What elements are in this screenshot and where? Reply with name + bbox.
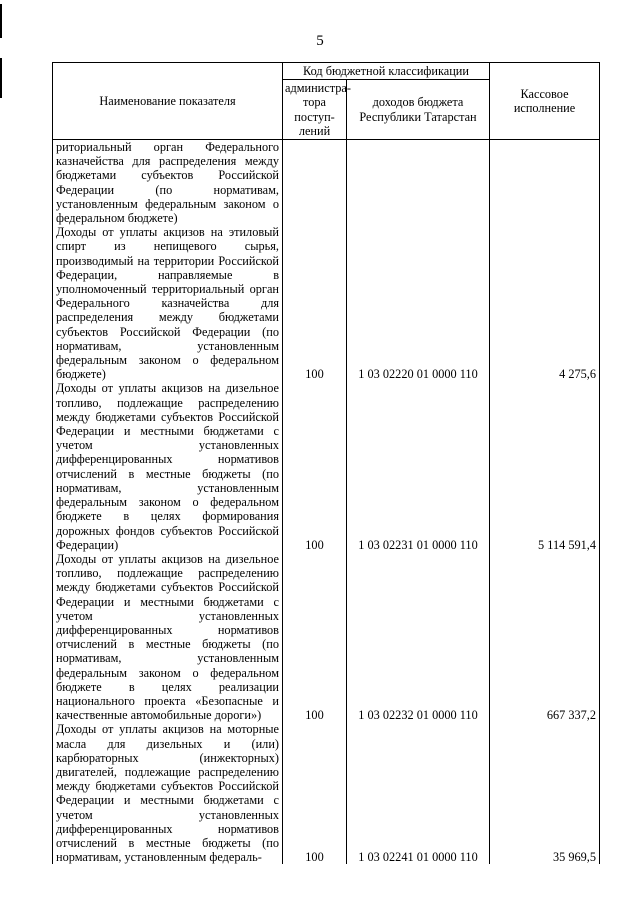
header-code-group: Код бюджетной классификации [283, 63, 490, 80]
row-admin: 100 [283, 722, 347, 864]
row-name: Доходы от уплаты акцизов на дизельное топливо, подлежащие распределению между бюджетами субъектов Российской Федерации и местными бюджетами с учетом установленных дифференцированных нормативов отчислений в местные бюджеты (по нормативам, установленным федеральным законом о федеральном бюджете в целях реализации национального проекта «Безопасные и качественные автомобильные дороги») [53, 552, 283, 722]
table-row [53, 225, 600, 381]
page-number: 5 [316, 33, 324, 49]
table-row [53, 552, 600, 722]
table-row [53, 381, 600, 551]
header-name: Наименование показателя [53, 63, 283, 140]
row-name: риториальный орган Федерального казначейства для распределения между бюджетами субъектов Российской Федерации (по нормативам, установленным федеральным законом о федеральном бюджете) [53, 140, 283, 226]
row-admin [283, 140, 347, 226]
scan-edge-mark [0, 58, 2, 98]
row-admin: 100 [283, 225, 347, 381]
row-amount: 35 969,5 [490, 722, 600, 864]
row-name: Доходы от уплаты акцизов на этиловый спирт из непищевого сырья, производимый на территории Российской Федерации, направляемые в уполномоченный территориальный орган Федерального казначейства для распределения между бюджетами субъектов Российской Федерации (по нормативам, установленным федеральным законом о федеральном бюджете) [53, 225, 283, 381]
row-amount: 4 275,6 [490, 225, 600, 381]
budget-table [52, 62, 600, 864]
row-code [347, 140, 490, 226]
table-row [53, 722, 600, 864]
row-code: 1 03 02220 01 0000 110 [347, 225, 490, 381]
row-amount: 5 114 591,4 [490, 381, 600, 551]
header-admin: администра-тора поступ-лений [283, 80, 347, 140]
header-income: доходов бюджета Республики Татарстан [347, 80, 490, 140]
row-code: 1 03 02231 01 0000 110 [347, 381, 490, 551]
table-row [53, 140, 600, 226]
row-name: Доходы от уплаты акцизов на дизельное топливо, подлежащие распределению между бюджетами субъектов Российской Федерации и местными бюджетами с учетом установленных дифференцированных нормативов отчислений в местные бюджеты (по нормативам, установленным федеральным законом о федеральном бюджете в целях формирования дорожных фондов субъектов Российской Федерации) [53, 381, 283, 551]
row-admin: 100 [283, 381, 347, 551]
row-amount: 667 337,2 [490, 552, 600, 722]
row-code: 1 03 02241 01 0000 110 [347, 722, 490, 864]
row-name: Доходы от уплаты акцизов на моторные масла для дизельных и (или) карбюраторных (инжекторных) двигателей, подлежащие распределению между бюджетами субъектов Российской Федерации и местными бюджетами с учетом установленных дифференцированных нормативов отчислений в местные бюджеты (по нормативам, установленным федераль- [53, 722, 283, 864]
row-admin: 100 [283, 552, 347, 722]
header-amount: Кассовое исполнение [490, 63, 600, 140]
row-code: 1 03 02232 01 0000 110 [347, 552, 490, 722]
row-amount [490, 140, 600, 226]
